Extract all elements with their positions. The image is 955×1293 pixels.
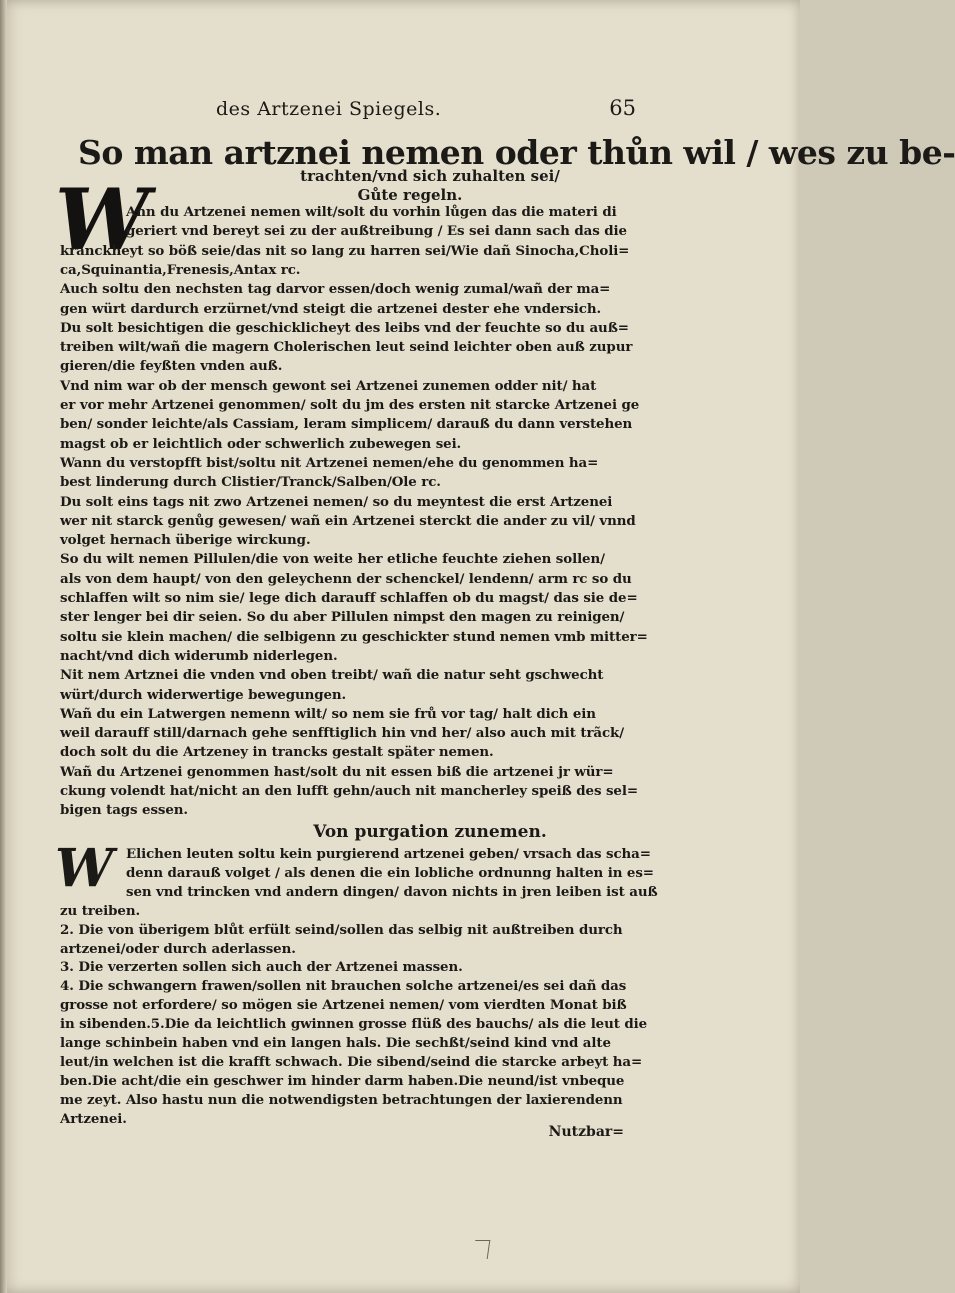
text-line: ckung volendt hat/nicht an den lufft gehn/auch nit mancherley speiß des sel= [60, 783, 638, 799]
text-line: treiben wilt/wañ die magern Cholerischen leut seind leichter oben auß zupur [60, 339, 633, 356]
folio-number: 65 [609, 96, 636, 120]
text-line: Du solt besichtigen die geschicklicheyt des leibs vnd der feuchte so du auß= [60, 319, 629, 336]
text-line: zu treiben. [60, 902, 141, 919]
text-line: Wañ du ein Latwergen nemenn wilt/ so nem sie frů vor tag/ halt dich ein [60, 705, 596, 722]
text-line: grosse not erfordere/ so mögen sie Artzenei nemen/ vom vierdten Monat biß [60, 997, 627, 1014]
text-line: 2. Die von überigem blůt erfült seind/sollen das selbig nit außtreiben durch [60, 921, 623, 938]
section-heading-rules: Gůte regeln. [357, 186, 463, 204]
text-line: geriert vnd bereyt sei zu der außtreibung / Es sei dann sach das die [126, 223, 627, 240]
text-line: Elichen leuten soltu kein purgierend artzenei geben/ vrsach das scha= [126, 846, 651, 862]
text-line: ben/ sonder leichte/als Cassiam, leram simplicem/ darauß du dann verstehen [60, 416, 633, 433]
text-line: leut/in welchen ist die krafft schwach. Die sibend/seind die starcke arbeyt ha= [60, 1053, 643, 1070]
text-line: bigen tags essen. [60, 802, 188, 819]
text-line: schlaffen wilt so nim sie/ lege dich darauff schlaffen ob du magst/ das sie de= [60, 590, 638, 606]
text-line: Artzenei. [60, 1110, 127, 1127]
text-line: So du wilt nemen Pillulen/die von weite her etliche feuchte ziehen sollen/ [60, 551, 605, 568]
text-line: in sibenden.5.Die da leichtlich gwinnen grosse flüß des bauchs/ als die leut die [60, 1016, 648, 1033]
text-line: kranckheyt so böß seie/das nit so lang zu harren sei/Wie dañ Sinocha,Choli= [60, 242, 630, 259]
text-line: me zeyt. Also hastu nun die notwendigsten betrachtungen der laxierendenn [60, 1091, 623, 1108]
running-head: des Artzenei Spiegels. [216, 98, 442, 120]
text-line: magst ob er leichtlich oder schwerlich zubewegen sei. [60, 435, 462, 452]
section-heading-purgation: Von purgation zunemen. [313, 822, 547, 842]
text-line: artzenei/oder durch aderlassen. [60, 940, 296, 957]
chapter-title: So man artznei nemen oder thůn wil / wes zu be- [78, 133, 955, 172]
text-line: als von dem haupt/ von den geleychenn der schenckel/ lendenn/ arm rc so du [60, 570, 632, 587]
text-line: lange schinbein haben vnd ein langen hals. Die sechßt/seind kind vnd alte [60, 1035, 611, 1051]
text-line: denn darauß volget / als denen die ein lobliche ordnunng halten in es= [126, 864, 654, 881]
text-line: gieren/die feyßten vnden auß. [60, 358, 283, 375]
text-line: Auch soltu den nechsten tag darvor essen/doch wenig zumal/wañ der ma= [60, 281, 611, 298]
text-line: würt/durch widerwertige bewegungen. [60, 686, 347, 703]
text-line: Vnd nim war ob der mensch gewont sei Artzenei zunemen odder nit/ hat [60, 377, 597, 394]
decorated-initial-2: W [55, 838, 114, 899]
page-header [216, 98, 636, 128]
text-line: Wann du verstopfft bist/soltu nit Artzenei nemen/ehe du genommen ha= [60, 454, 599, 471]
text-line: ben.Die acht/die ein geschwer im hinder darm haben.Die neund/ist vnbeque [60, 1072, 625, 1089]
text-line: Du solt eins tags nit zwo Artzenei nemen/ so du meyntest die erst Artzenei [60, 493, 613, 510]
text-line: volget hernach überige wirckung. [60, 532, 311, 549]
text-line: soltu sie klein machen/ die selbigenn zu geschickter stund nemen vmb mitter= [60, 628, 648, 645]
text-line: ca,Squinantia,Frenesis,Antax rc. [60, 261, 301, 278]
text-line: 4. Die schwangern frawen/sollen nit brauchen solche artzenei/es sei dañ das [60, 978, 627, 995]
text-line: Ann du Artzenei nemen wilt/solt du vorhin lůgen das die materi di [126, 204, 617, 220]
text-line: ster lenger bei dir seien. So du aber Pillulen nimpst den magen zu reinigen/ [60, 609, 625, 626]
text-line: er vor mehr Artzenei genommen/ solt du jm des ersten nit starcke Artzenei ge [60, 397, 640, 413]
catchword: Nutzbar= [548, 1124, 624, 1140]
text-line: nacht/vnd dich widerumb niderlegen. [60, 647, 338, 664]
text-line: Nit nem Artznei die vnden vnd oben treibt/ wañ die natur seht gschwecht [60, 667, 604, 684]
text-line: Wañ du Artzenei genommen hast/solt du nit essen biß die artzenei jr wür= [60, 763, 614, 780]
chapter-subtitle: trachten/vnd sich zuhalten sei/ [300, 167, 560, 185]
text-line: doch solt du die Artzeney in trancks gestalt später nemen. [60, 744, 494, 761]
decorated-initial: W [55, 170, 150, 269]
ink-mark [473, 1240, 491, 1259]
text-line: 3. Die verzerten sollen sich auch der Artzenei massen. [60, 959, 463, 976]
text-line: gen würt dardurch erzürnet/vnd steigt die artzenei dester ehe vndersich. [60, 300, 602, 317]
text-line: best linderung durch Clistier/Tranck/Salben/Ole rc. [60, 474, 441, 491]
text-line: weil darauff still/darnach gehe senfftiglich hin vnd her/ also auch mit trãck/ [60, 725, 625, 742]
text-line: sen vnd trincken vnd andern dingen/ davon nichts in jren leiben ist auß [126, 883, 658, 900]
text-line: wer nit starck genůg gewesen/ wañ ein Artzenei sterckt die ander zu vil/ vnnd [60, 512, 636, 529]
